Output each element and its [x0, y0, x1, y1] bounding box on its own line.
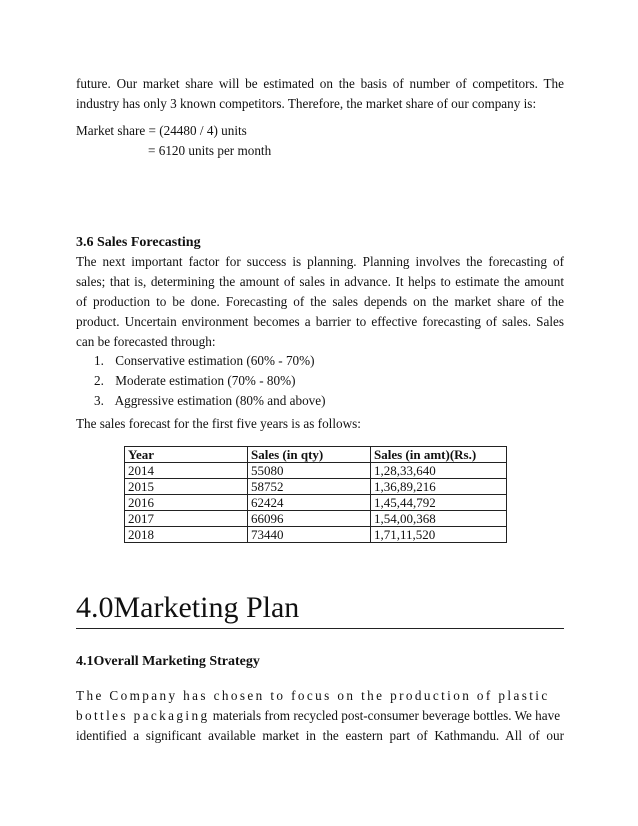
list-number: 3. — [94, 393, 104, 408]
section-4-0-heading: 4.0Marketing Plan — [76, 588, 564, 629]
list-item — [94, 351, 326, 371]
list-number: 1. — [94, 353, 104, 368]
strategy-line-2 — [76, 706, 560, 726]
list-item — [94, 391, 326, 411]
strategy-line-2-end: materials from recycled post-consumer beverage bottles. We have — [209, 708, 561, 723]
table-cell: 1,45,44,792 — [371, 495, 507, 511]
table-row — [125, 495, 507, 511]
header-sales-qty: Sales (in qty) — [248, 447, 371, 463]
estimation-list — [94, 351, 326, 411]
header-sales-amt: Sales (in amt)(Rs.) — [371, 447, 507, 463]
paragraph-line: sales; that is, determining the amount of sales in advance. It helps to estimate the amount — [76, 274, 564, 289]
intro-line-1: future. Our market share will be estimated on the basis of number of competitors. The — [76, 76, 564, 91]
list-text: Aggressive estimation (80% and above) — [114, 393, 326, 408]
intro-line-2: industry has only 3 known competitors. Therefore, the market share of our company is: — [76, 96, 537, 111]
section-3-6-heading: 3.6 Sales Forecasting — [76, 235, 201, 250]
table-cell: 1,36,89,216 — [371, 479, 507, 495]
table-row — [125, 527, 507, 543]
strategy-line-3: identified a significant available market in the eastern part of Kathmandu. All of our — [76, 728, 564, 743]
list-number: 2. — [94, 373, 104, 388]
table-cell: 55080 — [248, 463, 371, 479]
table-cell: 1,71,11,520 — [371, 527, 507, 543]
intro-paragraph — [76, 74, 564, 114]
table-cell: 62424 — [248, 495, 371, 511]
paragraph-line: can be forecasted through: — [76, 334, 216, 349]
paragraph-line: product. Uncertain environment becomes a barrier to effective forecasting of sales. Sales — [76, 314, 564, 329]
table-cell: 2014 — [125, 463, 248, 479]
list-text: Moderate estimation (70% - 80%) — [115, 373, 296, 388]
section-4-1-heading: 4.1Overall Marketing Strategy — [76, 654, 260, 669]
formula-line-1: Market share = (24480 / 4) units — [76, 123, 247, 138]
sales-forecast-table — [124, 446, 507, 543]
table-row — [125, 463, 507, 479]
formula-line-2: = 6120 units per month — [148, 143, 272, 158]
paragraph-line: of production to be done. Forecasting of the sales depends on the market share of the — [76, 294, 564, 309]
list-text: Conservative estimation (60% - 70%) — [115, 353, 315, 368]
table-cell: 2018 — [125, 527, 248, 543]
table-intro: The sales forecast for the first five years is as follows: — [76, 416, 361, 431]
table-cell: 1,28,33,640 — [371, 463, 507, 479]
strategy-line-2-start: bottles packaging — [76, 708, 210, 723]
header-year: Year — [125, 447, 248, 463]
strategy-line-1: The Company has chosen to focus on the production of plastic — [76, 688, 550, 703]
table-cell: 2016 — [125, 495, 248, 511]
table-row — [125, 511, 507, 527]
table-cell: 73440 — [248, 527, 371, 543]
list-item — [94, 371, 326, 391]
table-cell: 66096 — [248, 511, 371, 527]
table-cell: 1,54,00,368 — [371, 511, 507, 527]
section-3-6-paragraph — [76, 252, 564, 352]
table-row — [125, 479, 507, 495]
paragraph-line: The next important factor for success is planning. Planning involves the forecasting of — [76, 254, 564, 269]
table-cell: 58752 — [248, 479, 371, 495]
strategy-paragraph — [76, 726, 564, 746]
table-cell: 2017 — [125, 511, 248, 527]
table-header-row — [125, 447, 507, 463]
table-cell: 2015 — [125, 479, 248, 495]
